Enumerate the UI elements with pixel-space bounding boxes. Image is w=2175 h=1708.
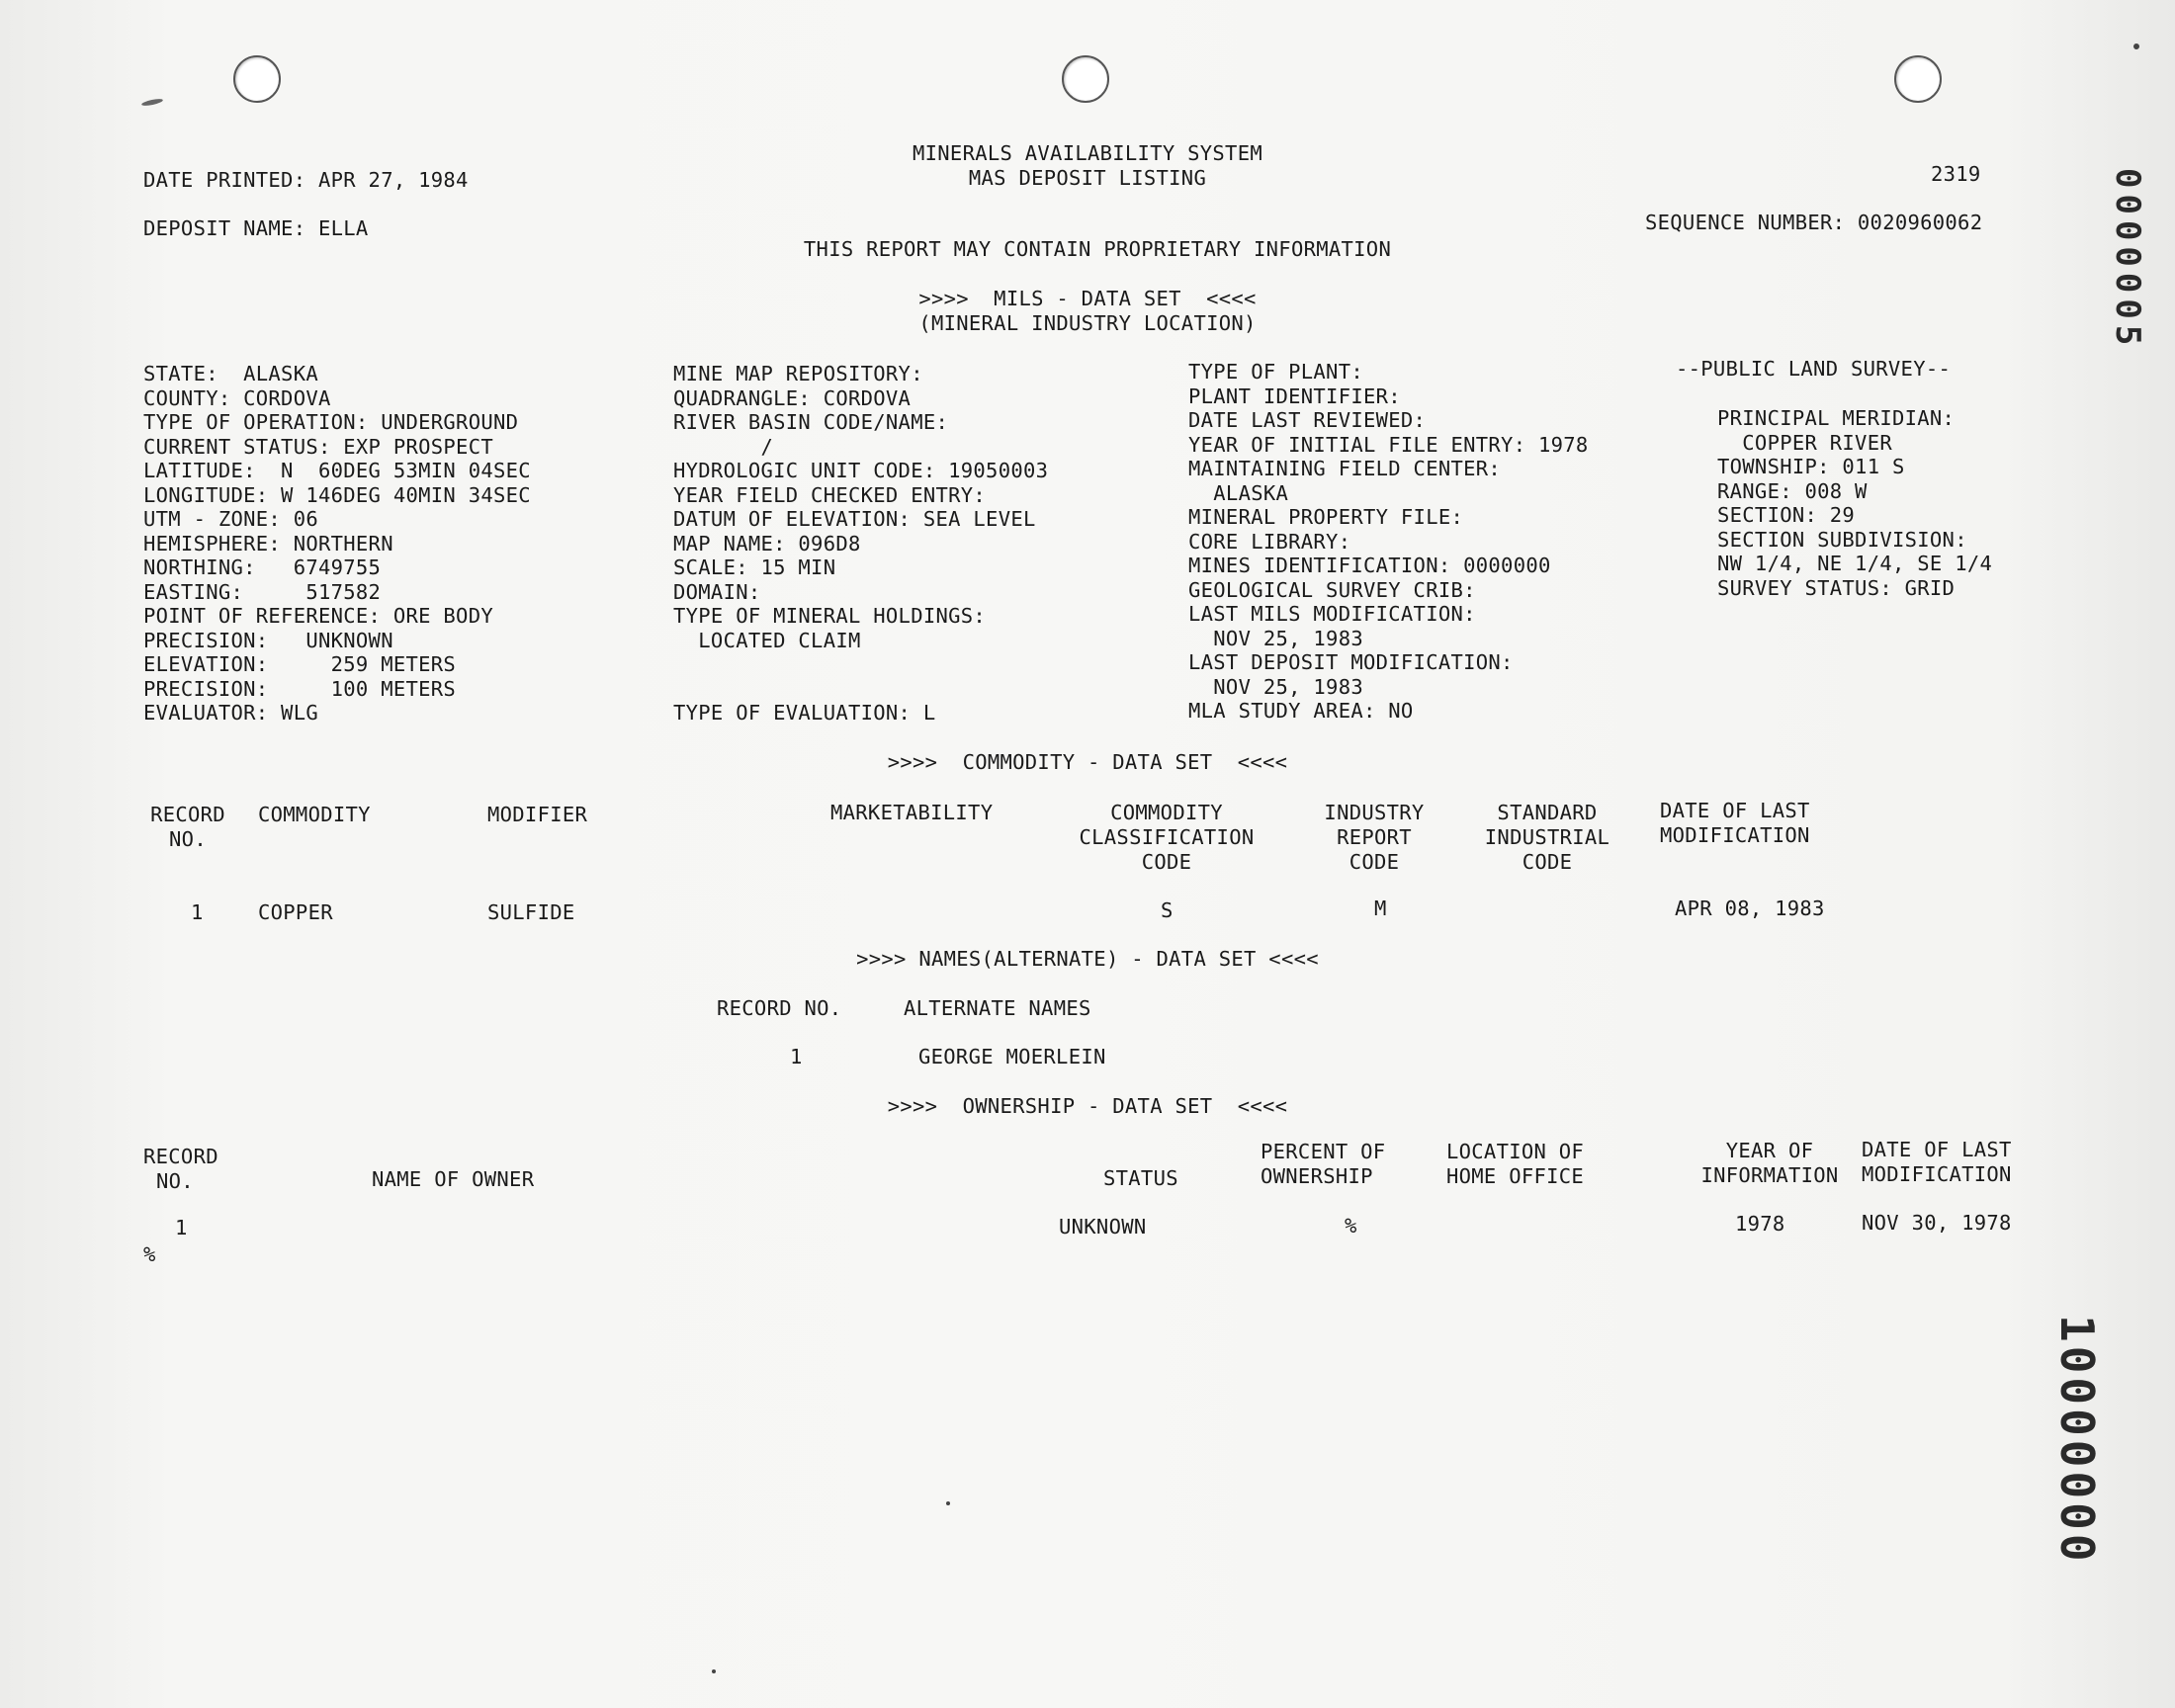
ownership-header-percent-2: OWNERSHIP	[1261, 1164, 1373, 1188]
commodity-cell-industry: M	[1374, 897, 1387, 920]
names-header-record: RECORD NO.	[717, 996, 842, 1020]
field-quadrangle: QUADRANGLE: CORDOVA	[673, 385, 912, 410]
deposit-name: DEPOSIT NAME: ELLA	[143, 216, 369, 240]
ownership-header-record-no: NO.	[156, 1169, 194, 1193]
ownership-header-date-2: MODIFICATION	[1862, 1162, 2012, 1186]
field-northing: NORTHING: 6749755	[143, 555, 382, 579]
field-principal-meridian-value: COPPER RIVER	[1717, 430, 1892, 455]
field-principal-meridian: PRINCIPAL MERIDIAN:	[1717, 406, 1956, 430]
field-initial-file-entry: YEAR OF INITIAL FILE ENTRY: 1978	[1188, 432, 1589, 457]
commodity-header-marketability: MARKETABILITY	[830, 801, 994, 824]
field-mines-identification: MINES IDENTIFICATION: 0000000	[1188, 554, 1551, 577]
field-mla-study-area: MLA STUDY AREA: NO	[1188, 699, 1414, 723]
field-mineral-property-file: MINERAL PROPERTY FILE:	[1188, 505, 1464, 529]
ownership-cell-year: 1978	[1735, 1212, 1785, 1236]
field-elevation: ELEVATION: 259 METERS	[143, 652, 457, 676]
field-state: STATE: ALASKA	[143, 362, 318, 385]
field-last-mils-modification-value: NOV 25, 1983	[1188, 626, 1363, 650]
mils-subheading: (MINERAL INDUSTRY LOCATION)	[918, 311, 1257, 335]
field-survey-status: SURVEY STATUS: GRID	[1717, 575, 1956, 600]
field-map-name: MAP NAME: 096D8	[673, 531, 861, 555]
field-precision: PRECISION: UNKNOWN	[143, 628, 393, 652]
field-mine-map-repository: MINE MAP REPOSITORY:	[673, 362, 923, 385]
field-evaluator: EVALUATOR: WLG	[143, 701, 318, 725]
speck	[141, 98, 164, 107]
names-heading: >>>> NAMES(ALTERNATE) - DATA SET <<<<	[856, 947, 1319, 971]
field-scale: SCALE: 15 MIN	[673, 555, 836, 579]
commodity-cell-date: APR 08, 1983	[1675, 897, 1825, 920]
field-operation-type: TYPE OF OPERATION: UNDERGROUND	[143, 410, 519, 434]
field-year-field-checked: YEAR FIELD CHECKED ENTRY:	[673, 482, 987, 507]
field-core-library: CORE LIBRARY:	[1188, 529, 1351, 554]
field-section-subdivision-value: NW 1/4, NE 1/4, SE 1/4	[1717, 552, 1993, 575]
ownership-header-location-2: HOME OFFICE	[1446, 1164, 1585, 1188]
ownership-header-year: YEAR OF	[1725, 1139, 1814, 1162]
frame-number-stamp-bottom: 10000000	[2050, 1315, 2104, 1566]
commodity-header-standard-2: INDUSTRIAL	[1484, 825, 1610, 849]
field-point-of-reference: POINT OF REFERENCE: ORE BODY	[143, 604, 493, 628]
speck	[946, 1501, 950, 1505]
field-range: RANGE: 008 W	[1717, 478, 1868, 503]
field-plant-type: TYPE OF PLANT:	[1188, 360, 1363, 384]
frame-number-stamp-top: 0000005	[2108, 168, 2147, 352]
commodity-header-industry-2: REPORT	[1337, 825, 1412, 849]
field-easting: EASTING: 517582	[143, 579, 382, 604]
public-land-survey-title: --PUBLIC LAND SURVEY--	[1676, 357, 1952, 381]
field-township: TOWNSHIP: 011 S	[1717, 455, 1905, 478]
field-last-deposit-modification: LAST DEPOSIT MODIFICATION:	[1188, 650, 1514, 674]
ownership-header-record: RECORD	[143, 1145, 218, 1168]
commodity-header-commodity: COMMODITY	[258, 803, 371, 826]
punch-hole-center	[1062, 55, 1109, 103]
commodity-header-record: RECORD	[150, 803, 225, 826]
ownership-header-name: NAME OF OWNER	[372, 1167, 535, 1191]
field-section-subdivision: SECTION SUBDIVISION:	[1717, 527, 1967, 552]
proprietary-notice: THIS REPORT MAY CONTAIN PROPRIETARY INFORMATION	[803, 237, 1392, 261]
speck	[712, 1669, 716, 1673]
commodity-header-classification: COMMODITY	[1110, 801, 1223, 824]
field-evaluation-type: TYPE OF EVALUATION: L	[673, 701, 936, 725]
field-geological-survey-crib: GEOLOGICAL SURVEY CRIB:	[1188, 577, 1476, 602]
field-river-basin-value: /	[673, 434, 774, 459]
commodity-header-date: DATE OF LAST	[1660, 799, 1810, 822]
ownership-header-year-2: INFORMATION	[1700, 1163, 1839, 1187]
commodity-header-standard-3: CODE	[1522, 850, 1573, 874]
field-datum-elevation: DATUM OF ELEVATION: SEA LEVEL	[673, 507, 1036, 531]
system-title: MINERALS AVAILABILITY SYSTEM	[913, 141, 1262, 165]
date-printed: DATE PRINTED: APR 27, 1984	[143, 168, 469, 192]
commodity-cell-commodity: COPPER	[258, 900, 333, 924]
field-river-basin: RIVER BASIN CODE/NAME:	[673, 410, 949, 434]
ownership-cell-date: NOV 30, 1978	[1862, 1211, 2012, 1235]
field-mineral-holdings: TYPE OF MINERAL HOLDINGS:	[673, 604, 987, 628]
field-utm-zone: UTM - ZONE: 06	[143, 507, 318, 531]
field-mineral-holdings-value: LOCATED CLAIM	[673, 628, 861, 652]
field-elevation-precision: PRECISION: 100 METERS	[143, 676, 457, 701]
commodity-header-classification-3: CODE	[1141, 850, 1192, 874]
field-date-last-reviewed: DATE LAST REVIEWED:	[1188, 408, 1427, 432]
commodity-header-classification-2: CLASSIFICATION	[1079, 825, 1255, 849]
names-header-alternate: ALTERNATE NAMES	[904, 996, 1091, 1020]
commodity-cell-record: 1	[191, 900, 204, 924]
commodity-header-record-no: NO.	[169, 827, 207, 851]
field-latitude: LATITUDE: N 60DEG 53MIN 04SEC	[143, 459, 531, 482]
ownership-heading: >>>> OWNERSHIP - DATA SET <<<<	[887, 1094, 1288, 1118]
ownership-cell-percent: %	[1345, 1214, 1357, 1238]
field-last-deposit-modification-value: NOV 25, 1983	[1188, 674, 1363, 699]
field-county: COUNTY: CORDOVA	[143, 385, 331, 410]
ownership-cell-status: UNKNOWN	[1059, 1215, 1147, 1238]
mils-heading: >>>> MILS - DATA SET <<<<	[918, 287, 1257, 310]
ownership-header-location: LOCATION OF	[1446, 1140, 1585, 1163]
ownership-header-status: STATUS	[1103, 1166, 1178, 1190]
field-plant-identifier: PLANT IDENTIFIER:	[1188, 384, 1401, 408]
page-number: 2319	[1931, 162, 1981, 186]
listing-title: MAS DEPOSIT LISTING	[968, 166, 1207, 190]
speck	[2133, 43, 2139, 49]
ownership-header-date: DATE OF LAST	[1862, 1138, 2012, 1161]
punch-hole-right	[1894, 55, 1942, 103]
names-cell-name: GEORGE MOERLEIN	[918, 1045, 1106, 1068]
ownership-header-percent: PERCENT OF	[1261, 1140, 1386, 1163]
commodity-header-industry-3: CODE	[1348, 850, 1400, 874]
commodity-cell-classification: S	[1161, 898, 1174, 922]
field-last-mils-modification: LAST MILS MODIFICATION:	[1188, 602, 1476, 626]
ownership-footnote: %	[143, 1242, 156, 1266]
field-domain: DOMAIN:	[673, 579, 761, 604]
punch-hole-left	[233, 55, 281, 103]
field-current-status: CURRENT STATUS: EXP PROSPECT	[143, 434, 493, 459]
names-cell-record: 1	[790, 1045, 803, 1068]
commodity-heading: >>>> COMMODITY - DATA SET <<<<	[887, 750, 1288, 774]
ownership-cell-record: 1	[175, 1216, 188, 1239]
commodity-cell-modifier: SULFIDE	[487, 900, 575, 924]
sequence-number: SEQUENCE NUMBER: 0020960062	[1645, 211, 1983, 234]
field-hemisphere: HEMISPHERE: NORTHERN	[143, 531, 393, 555]
field-field-center: MAINTAINING FIELD CENTER:	[1188, 457, 1502, 480]
field-longitude: LONGITUDE: W 146DEG 40MIN 34SEC	[143, 482, 531, 507]
commodity-header-modifier: MODIFIER	[487, 803, 588, 826]
commodity-header-date-2: MODIFICATION	[1660, 823, 1810, 847]
field-hydrologic-unit: HYDROLOGIC UNIT CODE: 19050003	[673, 459, 1049, 482]
commodity-header-standard: STANDARD	[1497, 801, 1598, 824]
commodity-header-industry: INDUSTRY	[1324, 801, 1425, 824]
field-section: SECTION: 29	[1717, 503, 1856, 527]
field-field-center-value: ALASKA	[1188, 480, 1289, 505]
